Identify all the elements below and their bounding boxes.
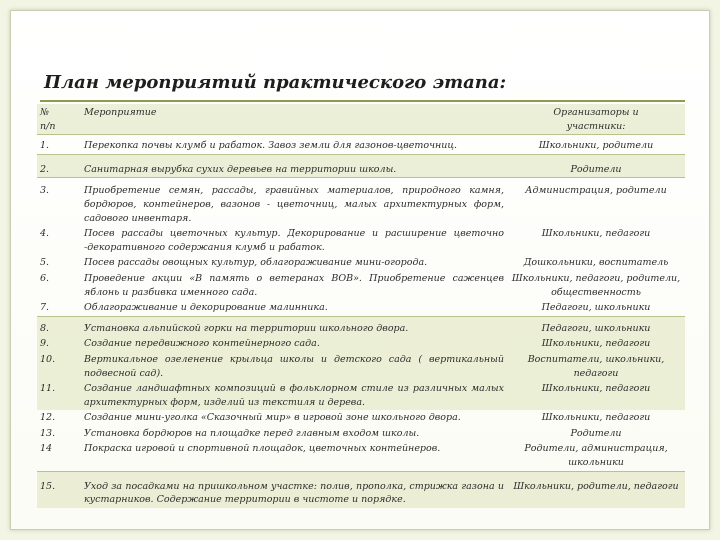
- table-row: [37, 352, 685, 381]
- row-number: 1.: [37, 135, 81, 155]
- row-activity: Посев рассады овощных культур, облагораживание мини-огорода.: [84, 257, 428, 269]
- row-number: 10.: [40, 353, 56, 365]
- row-organizers: Родители: [570, 427, 622, 439]
- row-number: 6.: [40, 272, 50, 284]
- row-number: 14: [40, 443, 53, 455]
- plan-table: [37, 104, 685, 508]
- row-number: 3.: [37, 178, 81, 226]
- row-activity: Создание передвижного контейнерного сада.: [84, 338, 320, 350]
- row-activity: Облагораживание и декорирование малинника.: [84, 302, 328, 314]
- row-organizers: Дошкольники, воспитатель: [523, 257, 669, 269]
- row-organizers: Педагоги, школьники: [507, 316, 685, 336]
- row-activity: Санитарная вырубка сухих деревьев на территории школы.: [81, 154, 507, 178]
- row-organizers: Родители: [507, 154, 685, 178]
- header-num-line1: №: [40, 107, 49, 118]
- table-row: [37, 410, 685, 426]
- row-number: 7.: [40, 302, 50, 314]
- row-activity: Проведение акции «В память о ветеранах ВОВ». Приобретение саженцев яблонь и разбивка именного сада.: [84, 272, 504, 298]
- header-org-line1: Организаторы и: [553, 107, 639, 118]
- row-number: 4.: [40, 228, 50, 240]
- row-organizers: Школьники, родители: [507, 135, 685, 155]
- row-organizers: Школьники, родители, педагоги: [507, 471, 685, 508]
- header-org-line2: участники:: [566, 120, 626, 132]
- row-organizers: Школьники, педагоги: [541, 412, 651, 424]
- row-organizers: Школьники, педагоги, родители, общественность: [511, 272, 681, 298]
- page-title: План мероприятий практического этапа:: [44, 72, 507, 93]
- header-num-line2: п/п: [40, 120, 56, 132]
- row-number: 15.: [37, 471, 81, 508]
- table-row: [37, 178, 685, 226]
- row-activity: Приобретение семян, рассады, гравийных материалов, природного камня, бордюров, контейнеров, вазонов - цветочниц, малых архитектурных форм, садового инвентаря.: [81, 178, 507, 226]
- row-organizers: Родители, администрация, школьники: [524, 443, 668, 469]
- row-activity: Установка альпийской горки на территории школьного двора.: [81, 316, 507, 336]
- row-number: 2.: [37, 154, 81, 178]
- row-activity: Посев рассады цветочных культур. Декорирование и расширение цветочно -декоративного содержания клумб и рабаток.: [84, 228, 504, 253]
- table-header-row: [37, 104, 685, 135]
- row-number: 5.: [40, 257, 50, 269]
- table-row: [37, 135, 685, 155]
- row-activity: Покраска игровой и спортивной площадок, цветочных контейнеров.: [84, 443, 441, 455]
- table-row: [37, 441, 685, 471]
- row-organizers: Школьники, педагоги: [541, 338, 651, 350]
- table-row: [37, 471, 685, 508]
- header-activity: Мероприятие: [84, 107, 157, 118]
- row-activity: Вертикальное озеленение крыльца школы и детского сада ( вертикальный подвесной сад).: [84, 353, 504, 379]
- row-organizers: Школьники, педагоги: [541, 228, 651, 240]
- row-organizers: Школьники, педагоги: [541, 383, 651, 395]
- table-row: [37, 300, 685, 316]
- table-row: [37, 271, 685, 300]
- row-activity: Создание мини-уголка «Сказочный мир» в игровой зоне школьного двора.: [84, 412, 461, 424]
- row-organizers: Администрация, родители: [507, 178, 685, 226]
- table-row: [37, 426, 685, 442]
- row-organizers: Педагоги, школьники: [541, 302, 651, 314]
- header-organizers: [507, 104, 685, 135]
- row-activity: Уход за посадками на пришкольном участке: полив, прополка, стрижка газона и кустарников. Содержание территории в чистоте и порядке.: [81, 471, 507, 508]
- row-activity: Перекопка почвы клумб и рабаток. Завоз земли для газонов-цветочниц.: [81, 135, 507, 155]
- table-body: [37, 135, 685, 508]
- row-number: 13.: [40, 427, 56, 439]
- row-number: 9.: [40, 338, 50, 350]
- row-number: 8.: [37, 316, 81, 336]
- row-number: 12.: [40, 412, 56, 424]
- row-number: 11.: [40, 383, 56, 395]
- row-activity: Установка бордюров на площадке перед главным входом школы.: [84, 427, 420, 439]
- row-organizers: Воспитатели, школьники, педагоги: [527, 353, 665, 379]
- table-row: [37, 381, 685, 410]
- row-activity: Создание ландшафтных композиций в фольклорном стиле из различных малых архитектурных форм, изделий из текстиля и дерева.: [84, 383, 504, 408]
- table-row: [37, 154, 685, 178]
- table-row: [37, 336, 685, 352]
- table-row: [37, 226, 685, 255]
- header-num: [37, 104, 81, 135]
- title-underline: [40, 100, 685, 102]
- table-row: [37, 316, 685, 336]
- table-row: [37, 255, 685, 271]
